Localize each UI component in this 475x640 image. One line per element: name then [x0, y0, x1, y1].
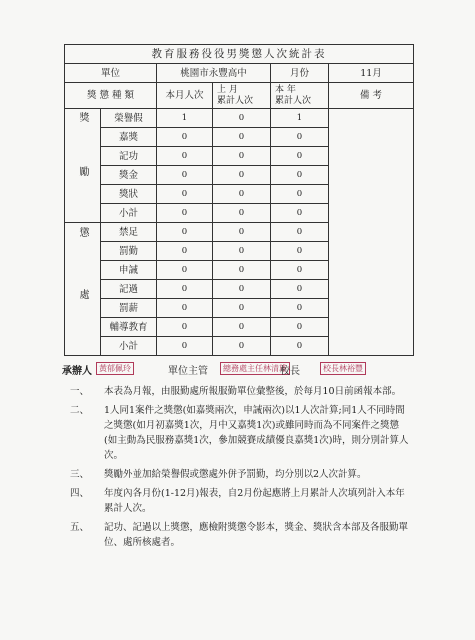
reward-subtotal-label: 小計	[101, 204, 157, 223]
reward-item: 獎金	[101, 166, 157, 185]
reward-this-month: 0	[157, 166, 213, 185]
reward-prev: 0	[213, 109, 271, 128]
statistics-table	[64, 44, 414, 356]
note-text: 記功、記過以上獎懲，應檢附獎懲令影本，獎金、獎狀含本部及各服勤單位、處所核處者。	[104, 522, 409, 548]
note-number: 四、	[70, 488, 90, 499]
unit-value: 桃園市永豐高中	[157, 64, 271, 83]
punish-subtotal-prev: 0	[213, 337, 271, 356]
principal-label: 校長	[280, 366, 300, 377]
reward-this-month: 0	[157, 185, 213, 204]
reward-year: 0	[271, 166, 329, 185]
note-item	[70, 520, 410, 550]
punish-this-month: 0	[157, 242, 213, 261]
header-category: 獎 懲 種 類	[65, 83, 157, 109]
punish-item: 申誡	[101, 261, 157, 280]
reward-item: 榮譽假	[101, 109, 157, 128]
punish-prev: 0	[213, 242, 271, 261]
reward-year: 0	[271, 128, 329, 147]
month-label: 月份	[271, 64, 329, 83]
reward-subtotal-this-month: 0	[157, 204, 213, 223]
note-text: 本表為月報，由服勤處所報服勤單位彙整後，於每月10日前函報本部。	[104, 386, 402, 397]
punish-this-month: 0	[157, 223, 213, 242]
reward-year: 0	[271, 185, 329, 204]
punish-subtotal-this-month: 0	[157, 337, 213, 356]
handler-stamp: 黃郁佩玲	[96, 362, 134, 375]
punish-item: 禁足	[101, 223, 157, 242]
header-remarks: 備 考	[329, 83, 414, 109]
punish-subtotal-year: 0	[271, 337, 329, 356]
reward-item: 嘉獎	[101, 128, 157, 147]
reward-subtotal-year: 0	[271, 204, 329, 223]
punish-item: 記過	[101, 280, 157, 299]
punish-prev: 0	[213, 223, 271, 242]
table-title: 教育服務役役男獎懲人次統計表	[65, 45, 414, 64]
header-year-bottom: 累計人次	[275, 95, 312, 106]
punish-item: 輔導教育	[101, 318, 157, 337]
reward-year: 0	[271, 147, 329, 166]
header-prev-bottom: 累計人次	[217, 95, 254, 106]
header-year-top: 本 年	[275, 84, 296, 95]
note-number: 三、	[70, 469, 90, 480]
punish-year: 0	[271, 261, 329, 280]
reward-this-month: 0	[157, 128, 213, 147]
punish-prev: 0	[213, 280, 271, 299]
unit-label: 單位	[65, 64, 157, 83]
punish-this-month: 0	[157, 318, 213, 337]
month-value: 11月	[329, 64, 414, 83]
handler-label: 承辦人	[62, 366, 92, 377]
note-text: 年度內各月份(1-12月)報表，自2月份起應將上月累計人次填列計入本年累計人次。	[104, 488, 405, 514]
reward-prev: 0	[213, 166, 271, 185]
punish-year: 0	[271, 280, 329, 299]
punish-prev: 0	[213, 299, 271, 318]
note-item	[70, 467, 410, 482]
header-this-month: 本月人次	[157, 83, 213, 109]
notes-section	[70, 384, 410, 554]
punish-this-month: 0	[157, 299, 213, 318]
supervisor-stamp: 總務處主任林清雄	[220, 362, 290, 375]
punish-this-month: 0	[157, 280, 213, 299]
note-number: 一、	[70, 386, 90, 397]
note-number: 二、	[70, 405, 90, 416]
remarks-cell	[329, 109, 414, 356]
reward-prev: 0	[213, 185, 271, 204]
note-item	[70, 403, 410, 463]
reward-item: 獎狀	[101, 185, 157, 204]
reward-prev: 0	[213, 128, 271, 147]
principal-stamp: 校長林裕豐	[320, 362, 366, 375]
header-year-cumulative	[271, 83, 329, 109]
reward-this-month: 1	[157, 109, 213, 128]
punish-item: 罰薪	[101, 299, 157, 318]
note-item	[70, 384, 410, 399]
note-text: 獎勵外並加給榮譽假或懲處外併予罰勤，均分別以2人次計算。	[104, 469, 367, 480]
header-prev-cumulative	[213, 83, 271, 109]
punish-year: 0	[271, 242, 329, 261]
reward-subtotal-prev: 0	[213, 204, 271, 223]
header-prev-top: 上 月	[217, 84, 238, 95]
reward-this-month: 0	[157, 147, 213, 166]
note-text: 1人同1案件之獎懲(如嘉獎兩次，申誡兩次)以1人次計算;同1人不同時間之獎懲(如月初嘉獎1次，月中又嘉獎1次)或雖同時而為不同案件之獎懲(如主動為民服務嘉獎1次，參加競賽成績優良嘉獎1次)時，則分別計算人次。	[104, 405, 409, 461]
note-number: 五、	[70, 522, 90, 533]
reward-item: 記功	[101, 147, 157, 166]
punish-subtotal-label: 小計	[101, 337, 157, 356]
reward-year: 1	[271, 109, 329, 128]
punish-this-month: 0	[157, 261, 213, 280]
signature-row	[62, 362, 422, 378]
punish-year: 0	[271, 223, 329, 242]
punish-year: 0	[271, 299, 329, 318]
punish-prev: 0	[213, 261, 271, 280]
punish-item: 罰勤	[101, 242, 157, 261]
supervisor-label: 單位主管	[168, 366, 208, 377]
reward-prev: 0	[213, 147, 271, 166]
note-item	[70, 486, 410, 516]
punish-group-label: 懲處	[65, 223, 101, 356]
reward-group-label: 獎勵	[65, 109, 101, 223]
punish-year: 0	[271, 318, 329, 337]
punish-prev: 0	[213, 318, 271, 337]
